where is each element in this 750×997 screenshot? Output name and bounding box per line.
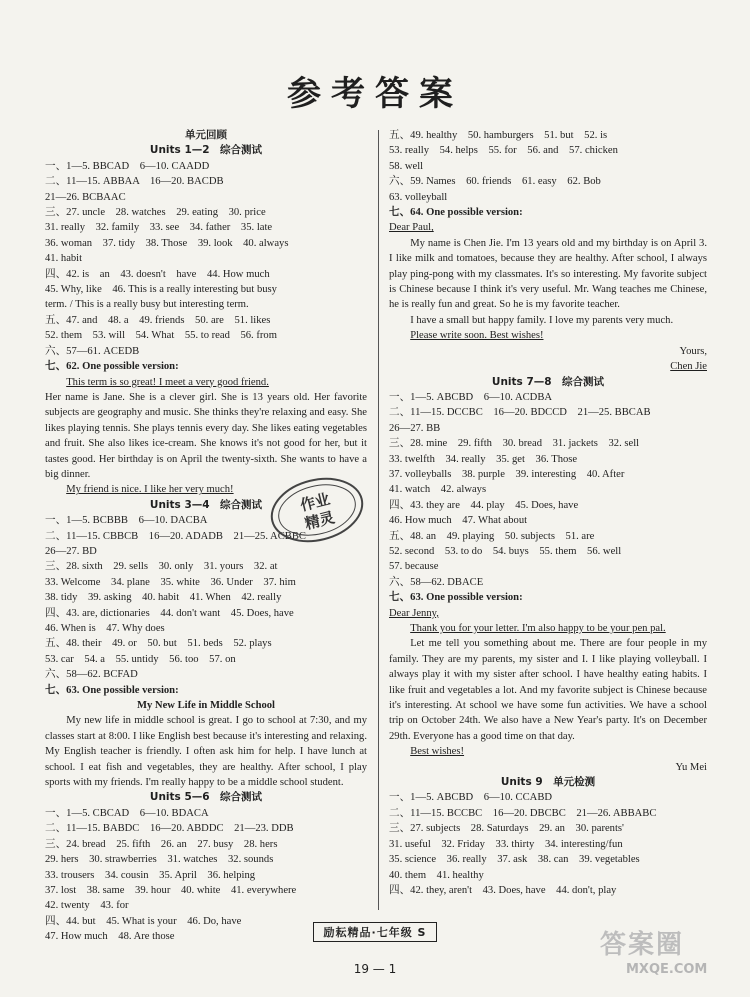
left-column-line: 三、24. bread 25. fifth 26. an 27. busy 28. hers	[45, 838, 278, 850]
right-column-line: 三、27. subjects 28. Saturdays 29. an 30. parents'	[389, 823, 624, 835]
left-column-line: Units 3—4 综合测试	[149, 498, 263, 511]
left-column-line: 33. Welcome 34. plane 35. white 36. Under 37. him	[45, 576, 296, 588]
left-column-line: 37. lost 38. same 39. hour 40. white 41. everywhere	[45, 884, 297, 896]
left-column-line: 33. trousers 34. cousin 35. April 36. helping	[45, 869, 256, 881]
answer-column-right	[389, 128, 707, 898]
right-column-line: 五、49. healthy 50. hamburgers 51. but 52. is	[389, 130, 608, 141]
left-column-line: 四、44. but 45. What is your 46. Do, have	[45, 915, 242, 927]
right-column-line: 37. volleyballs 38. purple 39. interesting 40. After	[389, 468, 625, 480]
right-column-line: Please write soon. Best wishes!	[410, 330, 544, 342]
right-column-line: Dear Jenny,	[389, 607, 439, 619]
left-column-line: Units 5—6 综合测试	[149, 791, 263, 804]
left-column-line: My new life in middle school is great. I go to school at 7:30, and my classes start at 8:00. I like English best because it's interesting and relaxing. My English teacher is friendly. I often ask him for help. I have lunch at school. I eat fish and vegetables, they are healthy. After school, I play sports with my friends. I'm really happy to be a middle school student.	[45, 715, 367, 789]
left-column-line: 五、47. and 48. a 49. friends 50. are 51. likes	[45, 314, 271, 326]
right-column-line: Let me tell you something about me. There are four people in my family. They are my parents, my sister and I. I like playing volleyball. I always play it with my sister after school. I have healthy eating habits. I like fruit and vegetables a lot. And my favorite subject is Chinese because it's interesting. At school we have some fun activities. We have a school trip on October 24th. We also have a New Year's party. It's on December 29th. Everyone has a good time on that day.	[389, 638, 707, 742]
right-column-line: 31. useful 32. Friday 33. thirty 34. interesting/fun	[389, 838, 623, 850]
right-column-line: Units 7—8 综合测试	[491, 375, 605, 388]
left-column-line: 41. habit	[45, 253, 83, 265]
right-column-line: I have a small but happy family. I love my parents very much.	[410, 314, 674, 326]
left-column-line: 四、42. is an 43. doesn't have 44. How much	[45, 268, 270, 280]
right-column-line: My name is Chen Jie. I'm 13 years old and my birthday is on April 3. I like milk and tomatoes, because they are healthy. After school, I always play ping-pong with my classmates. It's so interesting. My favorite subject is Chinese because I think it's very useful. Mr. Wang teaches me Chinese, he is really fun and great. So he is my favorite teacher.	[389, 237, 707, 311]
right-column-line: 二、11—15. BCCBC 16—20. DBCBC 21—26. ABBABC	[389, 807, 657, 819]
right-column-line: 57. because	[389, 561, 439, 573]
right-column-line: Thank you for your letter. I'm also happy to be your pen pal.	[410, 623, 666, 634]
left-column-line: Her name is Jane. She is a clever girl. She is 13 years old. Her favorite subjects are geography and music. She thinks they're relaxing and easy. She likes playing tennis. She plays tennis every day. She likes eating vegetables and fruit. She also likes ice-cream. She knows it's not good for her, but it tastes good. Her birthday is on April the twenty-sixth. She wants to have a big dinner.	[45, 391, 367, 480]
stamp-icon	[262, 470, 372, 550]
right-column-line: 26—27. BB	[389, 422, 441, 434]
brand-label: 励耘精品·七年级 S	[313, 922, 438, 942]
right-column-line: 33. twelfth 34. really 35. get 36. Those	[389, 453, 578, 465]
stamp-text-2: 精灵	[302, 508, 337, 534]
right-column-line: Best wishes!	[410, 746, 465, 758]
right-column-line: 46. How much 47. What about	[389, 515, 528, 527]
right-column-line: 二、11—15. DCCBC 16—20. BDCCD 21—25. BBCAB	[389, 407, 651, 419]
left-column-line: 36. woman 37. tidy 38. Those 39. look 40. always	[45, 237, 289, 249]
left-column-line: 二、11—15. ABBAA 16—20. BACDB	[45, 176, 224, 188]
left-column-line: term. / This is a really busy but interesting term.	[45, 299, 249, 311]
right-column-line: 六、59. Names 60. friends 61. easy 62. Bob	[389, 176, 601, 188]
left-column-line: 26—27. BD	[45, 545, 97, 557]
left-column-line: 46. When is 47. Why does	[45, 623, 165, 634]
left-column-line: 一、1—5. BBCAD 6—10. CAADD	[45, 160, 210, 172]
left-column-line: My New Life in Middle School	[136, 700, 275, 712]
left-column-line: 52. them 53. will 54. What 55. to read 56. from	[45, 330, 277, 342]
left-column-line: 七、63. One possible version:	[45, 684, 179, 696]
right-column-line: 三、28. mine 29. fifth 30. bread 31. jackets 32. sell	[389, 438, 640, 450]
right-column-line: 35. science 36. really 37. ask 38. can 39. vegetables	[389, 854, 640, 866]
left-column-line: 三、27. uncle 28. watches 29. eating 30. price	[45, 207, 266, 219]
right-column-line: 53. really 54. helps 55. for 56. and 57. chicken	[389, 145, 618, 157]
left-column-line: Units 1—2 综合测试	[149, 144, 263, 157]
left-column-line: 31. really 32. family 33. see 34. father 35. late	[45, 222, 273, 234]
left-column-line: 53. car 54. a 55. untidy 56. too 57. on	[45, 653, 236, 665]
page-title: 参考答案	[287, 74, 463, 114]
left-column-line: 四、43. are, dictionaries 44. don't want 45. Does, have	[45, 607, 294, 619]
left-column-line: 47. How much 48. Are those	[45, 931, 175, 943]
left-column-line: 五、48. their 49. or 50. but 51. beds 52. plays	[45, 638, 272, 650]
right-column-line: 五、48. an 49. playing 50. subjects 51. are	[389, 530, 595, 542]
right-column-line: Units 9 单元检测	[500, 776, 596, 789]
left-column-line: 一、1—5. CBCAD 6—10. BDACA	[45, 807, 209, 819]
left-column-line: 二、11—15. CBBCB 16—20. ADADB 21—25. ACBBC	[45, 530, 306, 542]
watermark-url: MXQE.COM	[626, 962, 708, 977]
left-column-line: 二、11—15. BABDC 16—20. ABDDC 21—23. DDB	[45, 823, 294, 835]
left-column-line: 一、1—5. BCBBB 6—10. DACBA	[45, 515, 208, 527]
watermark: 答案圈	[600, 930, 685, 960]
right-column-line: 41. watch 42. always	[389, 484, 487, 496]
left-column-line: This term is so great! I meet a very good friend.	[66, 376, 269, 388]
right-column-line: 52. second 53. to do 54. buys 55. them 56. well	[389, 545, 622, 557]
left-column-line: 29. hers 30. strawberries 31. watches 32. sounds	[45, 854, 274, 866]
right-column-line: 58. well	[389, 160, 424, 172]
left-column-line: 六、57—61. ACEDB	[45, 345, 140, 357]
left-column-line: 38. tidy 39. asking 40. habit 41. When 42. really	[45, 592, 282, 604]
right-column-line: 六、58—62. DBACE	[389, 576, 484, 588]
right-column-line: 七、63. One possible version:	[389, 592, 523, 604]
stamp-text-1: 作业	[298, 489, 332, 515]
right-column-line: 四、42. they, aren't 43. Does, have 44. don't, play	[389, 884, 617, 896]
left-column-line: 42. twenty 43. for	[45, 900, 129, 912]
right-column-line: 63. volleyball	[389, 191, 448, 203]
left-column-line: 六、58—62. BCFAD	[45, 669, 138, 681]
right-column-line: 七、64. One possible version:	[389, 207, 523, 219]
page-number: 19 — 1	[353, 962, 397, 976]
left-column-line: 45. Why, like 46. This is a really interesting but busy	[45, 284, 277, 296]
left-column-line: 七、62. One possible version:	[45, 361, 179, 373]
left-column-line: 三、28. sixth 29. sells 30. only 31. yours 32. at	[45, 561, 278, 573]
right-column-line: Dear Paul,	[389, 222, 434, 234]
column-divider	[378, 130, 379, 910]
right-column-line: 四、43. they are 44. play 45. Does, have	[389, 499, 579, 511]
left-column-line: My friend is nice. I like her very much!	[66, 484, 234, 496]
right-column-line: 40. them 41. healthy	[389, 869, 484, 881]
right-column-line: Chen Jie	[670, 361, 707, 373]
left-column-line: 21—26. BCBAAC	[45, 191, 126, 203]
left-column-line: 单元回顾	[185, 129, 227, 141]
right-column-line: Yours,	[679, 345, 707, 357]
right-column-line: 一、1—5. ABCBD 6—10. CCABD	[389, 792, 553, 804]
right-column-line: Yu Mei	[675, 761, 707, 773]
right-column-line: 一、1—5. ABCBD 6—10. ACDBA	[389, 391, 553, 403]
